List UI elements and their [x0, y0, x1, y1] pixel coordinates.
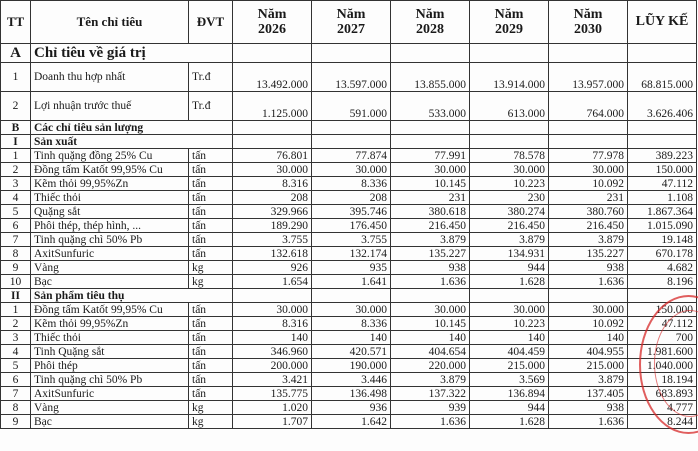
cell-t: 670.178: [628, 247, 697, 261]
cell-v3: 3.879: [391, 233, 470, 247]
cell-tt: 9: [1, 261, 31, 275]
cell-v2: 1.642: [312, 415, 391, 429]
cell-name: Tinh quặng đồng 25% Cu: [31, 149, 189, 163]
cell-t: 1.040.000: [628, 359, 697, 373]
cell-unit: tấn: [189, 317, 233, 331]
table-row: [1, 177, 697, 191]
cell-t: 47.112: [628, 177, 697, 191]
cell-v4: 944: [470, 401, 549, 415]
table-row: [1, 191, 697, 205]
cell-name: Thiếc thỏi: [31, 331, 189, 345]
cell-v3: 135.227: [391, 247, 470, 261]
cell-unit: tấn: [189, 359, 233, 373]
cell-name: Thiếc thỏi: [31, 191, 189, 205]
cell-v3: 938: [391, 261, 470, 275]
cell-v4: 3.569: [470, 373, 549, 387]
cell-t: 47.112: [628, 317, 697, 331]
table-row: 1 Doanh thu hợp nhất Tr.đ 13.492.000 13.597.000 13.855.000 13.914.000 13.957.000 68.815.000: [1, 63, 697, 92]
header-row: [1, 1, 697, 44]
cell-tt: 5: [1, 205, 31, 219]
table-row: [1, 303, 697, 317]
cell-name: Vàng: [31, 401, 189, 415]
cell-t: 389.223: [628, 149, 697, 163]
cell-tt: 7: [1, 233, 31, 247]
section-b-title: Các chỉ tiêu sản lượng: [31, 121, 233, 135]
cell-v1: 76.801: [233, 149, 312, 163]
section-a-row: [1, 44, 697, 63]
cell-name: AxitSunfuric: [31, 387, 189, 401]
cell-t: 1.108: [628, 191, 697, 205]
cell-v5: 231: [549, 191, 628, 205]
header-year-2027: Năm 2027: [312, 1, 391, 44]
cell-v5: 215.000: [549, 359, 628, 373]
section-ii-title: Sản phẩm tiêu thụ: [31, 289, 233, 303]
cell-unit: tấn: [189, 303, 233, 317]
cell-tt: 2: [1, 163, 31, 177]
cell-tt: 1: [1, 149, 31, 163]
header-year-2028: Năm 2028: [391, 1, 470, 44]
cell-unit: tấn: [189, 345, 233, 359]
cell-v3: 30.000: [391, 163, 470, 177]
table-row: [1, 149, 697, 163]
cell-v4: 404.459: [470, 345, 549, 359]
cell-t: 1.981.600: [628, 345, 697, 359]
cell-v3: 1.636: [391, 415, 470, 429]
table-row: [1, 317, 697, 331]
table-row: [1, 247, 697, 261]
header-unit: ĐVT: [189, 1, 233, 44]
header-year-2026: Năm 2026: [233, 1, 312, 44]
cell-t: 19.148: [628, 233, 697, 247]
cell-v5: 938: [549, 261, 628, 275]
cell-v2: 8.336: [312, 177, 391, 191]
table-row: [1, 219, 697, 233]
cell-v2: 420.571: [312, 345, 391, 359]
cell-v2: 77.874: [312, 149, 391, 163]
cell-v2: 30.000: [312, 163, 391, 177]
cell-v5: 30.000: [549, 163, 628, 177]
cell-v4: 215.000: [470, 359, 549, 373]
cell-name: Vàng: [31, 261, 189, 275]
cell-tt: 6: [1, 373, 31, 387]
cell-v2: 140: [312, 331, 391, 345]
cell-v5: 3.879: [549, 373, 628, 387]
cell-unit: tấn: [189, 205, 233, 219]
cell-v4: 30.000: [470, 303, 549, 317]
cell-v1: 8.316: [233, 177, 312, 191]
cell-v2: 132.174: [312, 247, 391, 261]
table-row: [1, 233, 697, 247]
cell-v4: 944: [470, 261, 549, 275]
cell-v5: 137.405: [549, 387, 628, 401]
cell-t: 4.777: [628, 401, 697, 415]
cell-tt: 10: [1, 275, 31, 289]
cell-v1: 135.775: [233, 387, 312, 401]
cell-tt: 6: [1, 219, 31, 233]
cell-v3: 1.636: [391, 275, 470, 289]
cell-tt: 2: [1, 317, 31, 331]
cell-unit: tấn: [189, 247, 233, 261]
cell-name: Bạc: [31, 275, 189, 289]
cell-v1: 1.020: [233, 401, 312, 415]
cell-v3: 3.879: [391, 373, 470, 387]
cell-v5: 30.000: [549, 303, 628, 317]
cell-v1: 1.707: [233, 415, 312, 429]
cell-v3: 380.618: [391, 205, 470, 219]
table-row: [1, 205, 697, 219]
header-name: Tên chỉ tiêu: [31, 1, 189, 44]
cell-tt: 8: [1, 247, 31, 261]
table-row: [1, 373, 697, 387]
cell-v5: 140: [549, 331, 628, 345]
cell-v1: 3.755: [233, 233, 312, 247]
cell-v2: 30.000: [312, 303, 391, 317]
cell-v4: 230: [470, 191, 549, 205]
header-total: LŨY KẾ: [628, 1, 697, 44]
cell-t: 683.893: [628, 387, 697, 401]
cell-v2: 3.446: [312, 373, 391, 387]
cell-v1: 3.421: [233, 373, 312, 387]
section-i-title: Sản xuất: [31, 135, 233, 149]
cell-v1: 200.000: [233, 359, 312, 373]
cell-t: 8.244: [628, 415, 697, 429]
cell-tt: 3: [1, 331, 31, 345]
cell-v5: 3.879: [549, 233, 628, 247]
cell-v3: 77.991: [391, 149, 470, 163]
cell-v4: 10.223: [470, 317, 549, 331]
cell-t: 8.196: [628, 275, 697, 289]
cell-v4: 3.879: [470, 233, 549, 247]
cell-name: Phôi thép: [31, 359, 189, 373]
cell-v2: 190.000: [312, 359, 391, 373]
cell-tt: 4: [1, 345, 31, 359]
cell-unit: kg: [189, 261, 233, 275]
table-row: [1, 275, 697, 289]
cell-unit: kg: [189, 415, 233, 429]
cell-v1: 346.960: [233, 345, 312, 359]
cell-v3: 939: [391, 401, 470, 415]
cell-v1: 189.290: [233, 219, 312, 233]
cell-v4: 136.894: [470, 387, 549, 401]
cell-v2: 136.498: [312, 387, 391, 401]
cell-v1: 132.618: [233, 247, 312, 261]
cell-v2: 8.336: [312, 317, 391, 331]
table-row: [1, 261, 697, 275]
cell-unit: tấn: [189, 191, 233, 205]
table-row: [1, 163, 697, 177]
table-row: [1, 331, 697, 345]
cell-name: Bạc: [31, 415, 189, 429]
cell-v3: 30.000: [391, 303, 470, 317]
cell-name: Đồng tấm Katốt 99,95% Cu: [31, 303, 189, 317]
cell-v3: 137.322: [391, 387, 470, 401]
cell-t: 4.682: [628, 261, 697, 275]
cell-unit: tấn: [189, 149, 233, 163]
cell-v5: 77.978: [549, 149, 628, 163]
cell-v2: 208: [312, 191, 391, 205]
cell-v1: 329.966: [233, 205, 312, 219]
cell-v4: 140: [470, 331, 549, 345]
table-row: [1, 415, 697, 429]
cell-name: Tinh quặng chì 50% Pb: [31, 233, 189, 247]
cell-v3: 10.145: [391, 177, 470, 191]
cell-v5: 10.092: [549, 317, 628, 331]
cell-t: 1.867.364: [628, 205, 697, 219]
cell-name: AxitSunfuric: [31, 247, 189, 261]
cell-unit: tấn: [189, 373, 233, 387]
cell-tt: 8: [1, 401, 31, 415]
cell-unit: tấn: [189, 163, 233, 177]
cell-v4: 216.450: [470, 219, 549, 233]
cell-v5: 938: [549, 401, 628, 415]
cell-v5: 10.092: [549, 177, 628, 191]
cell-v1: 30.000: [233, 163, 312, 177]
cell-name: Kẽm thỏi 99,95%Zn: [31, 177, 189, 191]
cell-v2: 935: [312, 261, 391, 275]
cell-unit: tấn: [189, 219, 233, 233]
cell-tt: 3: [1, 177, 31, 191]
cell-unit: kg: [189, 401, 233, 415]
cell-v4: 78.578: [470, 149, 549, 163]
cell-v5: 135.227: [549, 247, 628, 261]
cell-tt: 7: [1, 387, 31, 401]
cell-unit: kg: [189, 275, 233, 289]
table-row: [1, 345, 697, 359]
cell-v3: 140: [391, 331, 470, 345]
cell-v1: 140: [233, 331, 312, 345]
cell-name: Quặng sắt: [31, 205, 189, 219]
table-row: 2 Lợi nhuận trước thuế Tr.đ 1.125.000 591.000 533.000 613.000 764.000 3.626.406: [1, 92, 697, 121]
cell-v5: 380.760: [549, 205, 628, 219]
cell-v4: 10.223: [470, 177, 549, 191]
cell-v4: 380.274: [470, 205, 549, 219]
cell-t: 18.194: [628, 373, 697, 387]
header-year-2029: Năm 2029: [470, 1, 549, 44]
cell-v1: 926: [233, 261, 312, 275]
cell-v2: 3.755: [312, 233, 391, 247]
table-row: [1, 401, 697, 415]
cell-v2: 1.641: [312, 275, 391, 289]
cell-v2: 176.450: [312, 219, 391, 233]
cell-v1: 30.000: [233, 303, 312, 317]
cell-t: 1.015.090: [628, 219, 697, 233]
cell-name: Tinh Quặng sắt: [31, 345, 189, 359]
cell-v3: 220.000: [391, 359, 470, 373]
cell-t: 150.000: [628, 163, 697, 177]
header-year-2030: Năm 2030: [549, 1, 628, 44]
cell-v1: 208: [233, 191, 312, 205]
cell-v4: 1.628: [470, 275, 549, 289]
cell-name: Kẽm thỏi 99,95%Zn: [31, 317, 189, 331]
cell-tt: 4: [1, 191, 31, 205]
cell-v4: 30.000: [470, 163, 549, 177]
section-i-row: I Sản xuất: [1, 135, 697, 149]
cell-v1: 1.654: [233, 275, 312, 289]
cell-name: Tinh quặng chì 50% Pb: [31, 373, 189, 387]
cell-t: 700: [628, 331, 697, 345]
cell-v5: 1.636: [549, 415, 628, 429]
cell-v4: 134.931: [470, 247, 549, 261]
cell-v2: 395.746: [312, 205, 391, 219]
cell-tt: 5: [1, 359, 31, 373]
section-a-tt: A: [1, 44, 31, 63]
table-row: [1, 359, 697, 373]
cell-name: Phôi thép, thép hình, ...: [31, 219, 189, 233]
cell-t: 150.000: [628, 303, 697, 317]
cell-v2: 936: [312, 401, 391, 415]
cell-unit: tấn: [189, 331, 233, 345]
header-tt: TT: [1, 1, 31, 44]
cell-tt: 1: [1, 303, 31, 317]
table-row: [1, 387, 697, 401]
cell-v5: 216.450: [549, 219, 628, 233]
cell-v3: 216.450: [391, 219, 470, 233]
cell-unit: tấn: [189, 387, 233, 401]
cell-v3: 10.145: [391, 317, 470, 331]
cell-v5: 404.955: [549, 345, 628, 359]
cell-v3: 404.654: [391, 345, 470, 359]
section-ii-row: II Sản phẩm tiêu thụ: [1, 289, 697, 303]
cell-v4: 1.628: [470, 415, 549, 429]
cell-tt: 9: [1, 415, 31, 429]
cell-v5: 1.636: [549, 275, 628, 289]
cell-v1: 8.316: [233, 317, 312, 331]
cell-unit: tấn: [189, 233, 233, 247]
section-b-row: B Các chỉ tiêu sản lượng: [1, 121, 697, 135]
cell-v3: 231: [391, 191, 470, 205]
cell-name: Đồng tấm Katốt 99,95% Cu: [31, 163, 189, 177]
section-a-title: Chỉ tiêu về giá trị: [31, 44, 233, 63]
cell-unit: tấn: [189, 177, 233, 191]
